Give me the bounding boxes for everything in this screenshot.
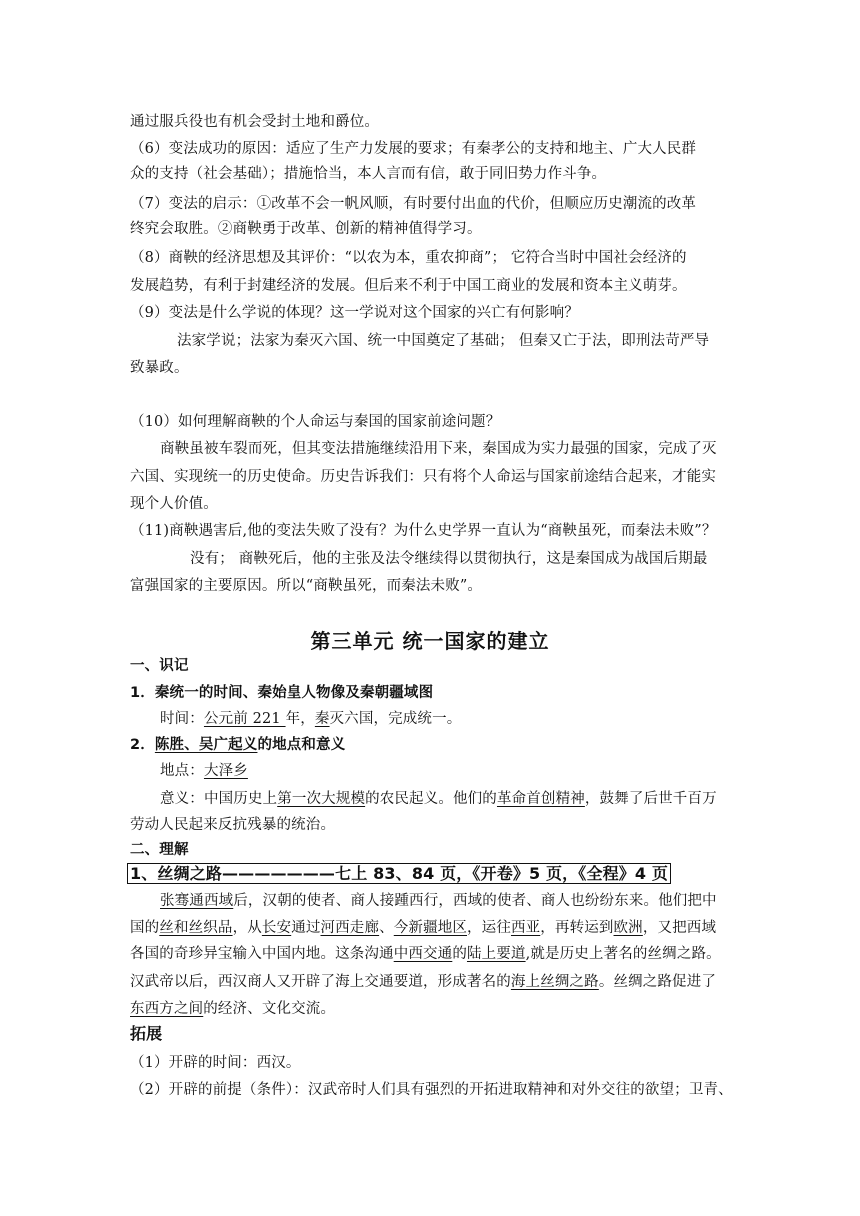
subsection-heading [130,735,345,755]
underlined-term: 东西方之间 [130,1001,204,1017]
paragraph-line: 众的支持（社会基础）；措施恰当，本人言而有信，敢于同旧势力作斗争。 [130,166,607,182]
paragraph-line: （7）变法的启示：①改革不会一帆风顺，有时要付出血的代价，但顺应历史潮流的改革 [130,196,697,212]
underlined-term: 丝和丝织品 [159,920,233,936]
paragraph-line: 法家学说；法家为秦灭六国、统一中国奠定了基础； 但秦又亡于法，即刑法苛严导 [177,333,710,349]
underlined-term: 河西走廊 [320,920,380,936]
text: ，从 [232,920,262,936]
text: 的 [452,946,467,962]
underlined-term: 西亚 [510,920,541,936]
underlined-term: 中西交通 [393,946,453,962]
text: 。丝绸之路促进了 [598,974,717,990]
paragraph-line: （6）变法成功的原因：适应了生产力发展的要求；有秦孝公的支持和地主、广大人民群 [130,141,697,157]
text: 的农民起义。他们的 [365,791,497,807]
text: 灭六国，完成统一。 [329,711,462,727]
underlined-term: 秦 [314,711,330,727]
paragraph-line: （9）变法是什么学说的体现？这一学说对这个国家的兴亡有何影响？ [130,305,579,321]
paragraph-line: 终究会取胜。②商鞅勇于改革、创新的精神值得学习。 [130,221,482,237]
subsection-heading: 1．秦统一的时间、秦始皇人物像及秦朝疆域图 [130,685,434,701]
label: 时间： [160,711,204,727]
silk-road-line [130,999,335,1019]
paragraph-line: 商鞅虽被车裂而死，但其变法措施继续沿用下来，秦国成为实力最强的国家，完成了灭 [160,441,717,457]
text: ，鼓舞了后世千百万 [584,791,717,807]
date-line [160,709,461,729]
paragraph-line: （1）开辟的时间：西汉。 [130,1055,301,1071]
text: 意义：中国历史上 [160,791,278,807]
label: 地点： [160,763,204,779]
text: 国的 [130,920,160,936]
text: 汉武帝以后，西汉商人又开辟了海上交通要道，形成著名的 [130,974,511,990]
paragraph-line: （2）开辟的前提（条件）：汉武帝时人们具有强烈的开拓进取精神和对外交往的欲望；卫青、 [130,1082,733,1098]
paragraph-line: （8）商鞅的经济思想及其评价：“以农为本，重农抑商”； 它符合当时中国社会经济的 [130,250,687,266]
underlined-term: 今新疆地区 [393,920,468,936]
silk-road-line [130,972,716,992]
paragraph-line: 发展趋势，有利于封建经济的发展。但后来不利于中国工商业的发展和资本主义萌芽。 [130,278,687,294]
text: 的地点和意义 [257,737,346,753]
number: 2． [130,737,155,753]
underlined-term: 海上丝绸之路 [510,974,599,990]
underlined-term: 陈胜、吴广起义 [154,737,258,753]
underlined-term: 革命首创精神 [496,791,585,807]
section-heading: 一、识记 [130,658,189,674]
extension-heading: 拓展 [130,1024,163,1043]
location-line [160,761,248,781]
silk-road-heading: 1、丝绸之路———————七上 83、84 页，《开卷》5 页，《全程》4 页 [127,863,671,884]
text: 通过 [291,920,321,936]
paragraph-line: （11)商鞅遇害后,他的变法失败了没有？为什么史学界一直认为“商鞅虽死，而秦法未败”？ [130,523,717,539]
text: 后，汉朝的使者、商人接踵西行，西域的使者、商人也纷纷东来。他们把中 [233,893,717,909]
paragraph-line: 富强国家的主要原因。所以“商鞅虽死，而秦法未败”。 [130,578,483,594]
underlined-term: 大泽乡 [203,763,248,779]
text: ，又把西域 [642,920,717,936]
underlined-term: 张骞通西域 [160,893,234,909]
paragraph-line: 劳动人民起来反抗残暴的统治。 [130,817,336,833]
text: ，运往 [467,920,511,936]
paragraph-line: 六国、实现统一的历史使命。历史告诉我们：只有将个人命运与国家前途结合起来，才能实 [130,469,716,485]
text: 的经济、文化交流。 [203,1001,336,1017]
text: 年， [285,711,315,727]
unit-title: 第三单元 统一国家的建立 [310,629,550,653]
text: 、 [379,920,394,936]
section-heading: 二、理解 [130,842,189,858]
text: 各国的奇珍异宝输入中国内地。这条沟通 [130,946,394,962]
text: ,就是历史上著名的丝绸之路。 [525,946,721,962]
underlined-term: 第一次大规模 [277,791,366,807]
boxed-heading [127,864,671,885]
underlined-term: 公元前 221 [203,711,286,727]
underlined-term: 陆上要道 [466,946,526,962]
paragraph-line: 现个人价值。 [130,496,218,512]
paragraph-line: 通过服兵役也有机会受封土地和爵位。 [130,114,380,130]
text: ，再转运到 [540,920,614,936]
underlined-term: 欧洲 [613,920,643,936]
paragraph-line: 致暴政。 [130,360,189,376]
silk-road-line [130,944,721,964]
underlined-term: 长安 [261,920,292,936]
silk-road-line [160,891,717,911]
significance-line [160,789,717,809]
paragraph-line: （10）如何理解商鞅的个人命运与秦国的国家前途问题？ [130,414,501,430]
paragraph-line: 没有； 商鞅死后，他的主张及法令继续得以贯彻执行，这是秦国成为战国后期最 [190,551,708,567]
silk-road-line [130,918,716,938]
